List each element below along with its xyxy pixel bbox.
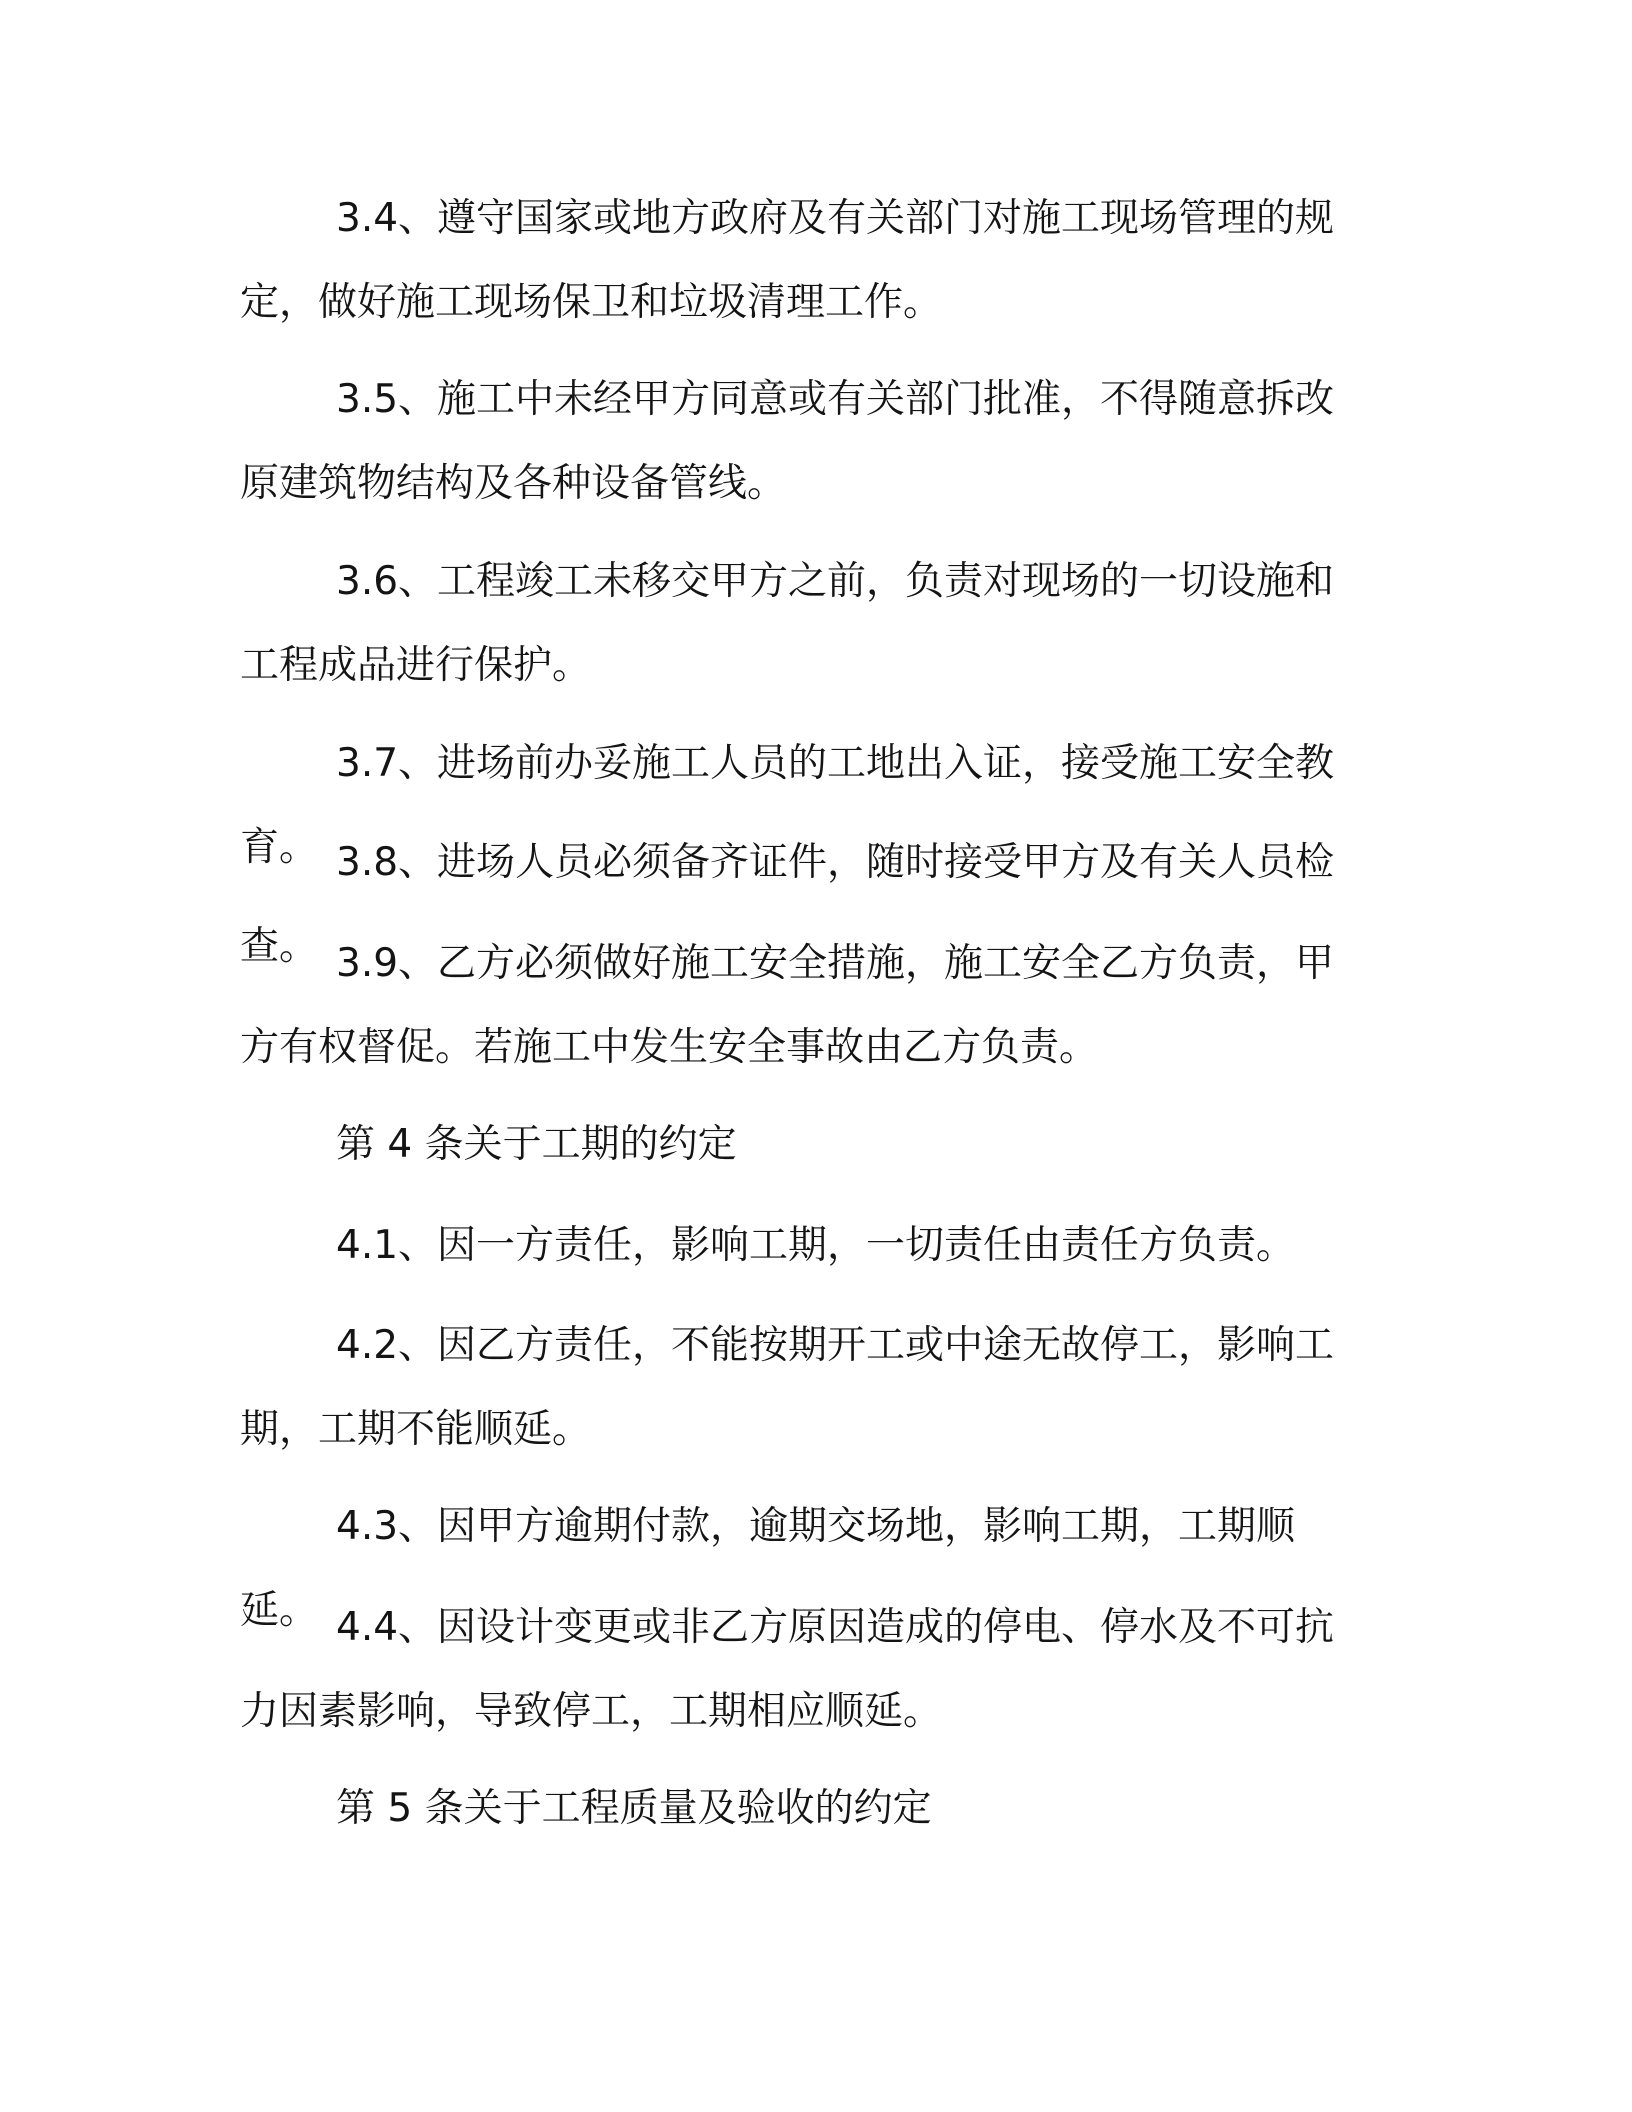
clause-3-6: 3.6、工程竣工未移交甲方之前，负责对现场的一切设施和工程成品进行保护。 xyxy=(240,559,1335,688)
clause-3-7: 3.7、进场前办妥施工人员的工地出入证，接受施工安全教育。 xyxy=(240,741,1335,870)
clause-4-3: 4.3、因甲方逾期付款，逾期交场地，影响工期，工期顺延。 xyxy=(240,1504,1296,1633)
clause-3-4: 3.4、遵守国家或地方政府及有关部门对施工现场管理的规定，做好施工现场保卫和垃圾清理工作。 xyxy=(240,196,1335,325)
clause-3-9: 3.9、乙方必须做好施工安全措施，施工安全乙方负责，甲方有权督促。若施工中发生安全事故由乙方负责。 xyxy=(240,941,1335,1070)
article-5-heading: 第 5 条关于工程质量及验收的约定 xyxy=(336,1786,932,1831)
article-4-heading: 第 4 条关于工期的约定 xyxy=(336,1122,737,1167)
clause-4-4: 4.4、因设计变更或非乙方原因造成的停电、停水及不可抗力因素影响，导致停工，工期相应顺延。 xyxy=(240,1605,1335,1734)
clause-3-5: 3.5、施工中未经甲方同意或有关部门批准，不得随意拆改原建筑物结构及各种设备管线。 xyxy=(240,377,1335,506)
clause-4-1: 4.1、因一方责任，影响工期，一切责任由责任方负责。 xyxy=(336,1223,1296,1268)
clause-4-2: 4.2、因乙方责任，不能按期开工或中途无故停工，影响工期，工期不能顺延。 xyxy=(240,1323,1335,1452)
clause-3-8: 3.8、进场人员必须备齐证件，随时接受甲方及有关人员检查。 xyxy=(240,840,1335,969)
